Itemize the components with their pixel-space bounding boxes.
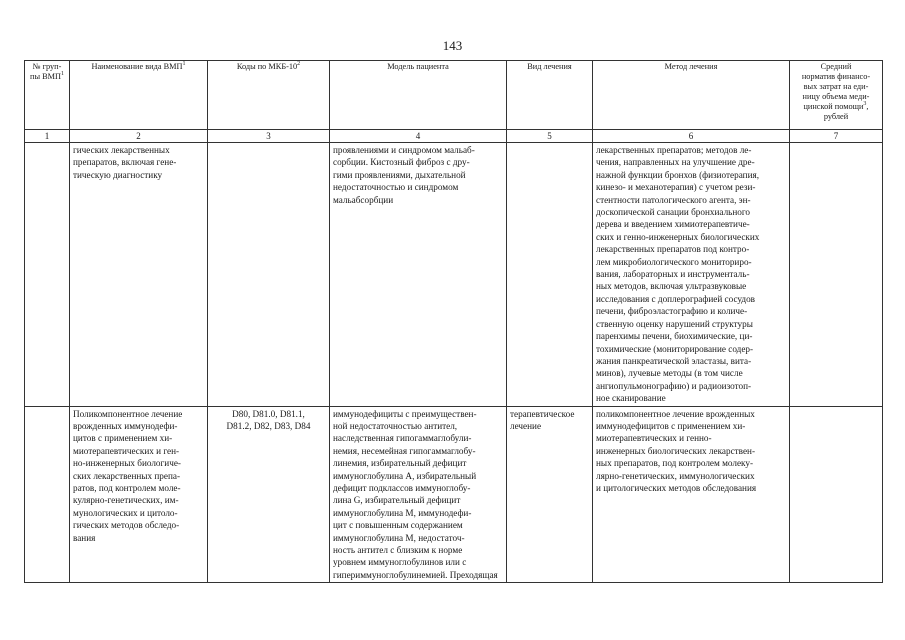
header-treatment-method: Метод лечения	[593, 61, 790, 130]
table-row	[25, 143, 883, 407]
treatment-type-cell	[507, 143, 593, 407]
column-number: 2	[70, 130, 208, 143]
header-vmp-name: Наименование вида ВМП$^1$	[70, 61, 208, 130]
header-treatment-type: Вид лечения	[507, 61, 593, 130]
table-row	[25, 406, 883, 583]
column-number: 7	[790, 130, 883, 143]
column-number: 4	[330, 130, 507, 143]
icd-codes-cell: D80, D81.0, D81.1, D81.2, D82, D83, D84	[208, 406, 330, 583]
column-number: 5	[507, 130, 593, 143]
vmp-table	[24, 60, 883, 583]
vmp-name-cell: Поликомпонентное лечение врожденных иммунодефи- цитов с применением хи- миотерапевтических и ген- но-инженерных биологиче- ских лекарственных препа- ратов, под контролем моле- кулярно-генетических, им- мунологических и цитоло- гических методов обследо- вания	[70, 406, 208, 583]
column-number: 6	[593, 130, 790, 143]
treatment-method-cell: поликомпонентное лечение врожденных иммунодефицитов с применением хи- миотерапевтических и генно- инженерных биологических лекарствен- ных препаратов, под контролем молеку- лярно-генетических, иммунологических и цитологических методов обследования	[593, 406, 790, 583]
header-row	[25, 61, 883, 130]
average-cost-cell	[790, 143, 883, 407]
group-number-cell	[25, 143, 70, 407]
patient-model-cell: проявлениями и синдромом мальаб- сорбции. Кистозный фиброз с дру- гими проявлениями, дыхательной недостаточностью и синдромом мальабсорбции	[330, 143, 507, 407]
patient-model-cell: иммунодефициты с преимуществен- ной недостаточностью антител, наследственная гипогаммаглобули- немия, несемейная гипогаммаглобу- линемия, избирательный дефицит иммуноглобулина A, избирательный дефицит подклассов иммуноглобу- лина G, избирательный дефицит иммуноглобулина M, иммунодефи- цит с повышенным содержанием иммуноглобулина M, недостаточ- ность антител с близким к норме уровнем иммуноглобулинов или с гипериммуноглобулинемией. Преходящая	[330, 406, 507, 583]
group-number-cell	[25, 406, 70, 583]
column-number-row	[25, 130, 883, 143]
column-number: 1	[25, 130, 70, 143]
treatment-method-cell: лекарственных препаратов; методов ле- чения, направленных на улучшение дре- нажной функции бронхов (физиотерапия, кинезо- и механотерапия) с учетом рези- стентности патологического агента, эн- доскопической санации бронхиального дерева и введением химиотерапевтиче- ских и генно-инженерных биологических лекарственных препаратов под контро- лем микробиологического мониториро- вания, лабораторных и инструменталь- ных методов, включая ультразвуковые исследования с доплерографией сосудов печени, фиброэластографию и количе- ственную оценку нарушений структуры паренхимы печени, биохимические, ци- тохимические (мониторирование содер- жания панкреатической эластазы, вита- минов), лучевые методы (в том числе ангиопульмонографию) и радиоизотоп- ное сканирование	[593, 143, 790, 407]
icd-codes-cell	[208, 143, 330, 407]
header-patient-model: Модель пациента	[330, 61, 507, 130]
header-icd-codes: Коды по МКБ-$10^2$	[208, 61, 330, 130]
average-cost-cell	[790, 406, 883, 583]
header-group-number: № груп- пы ВМП$^1$	[25, 61, 70, 130]
treatment-type-cell: терапевтическое лечение	[507, 406, 593, 583]
column-number: 3	[208, 130, 330, 143]
vmp-name-cell: гических лекарственных препаратов, включая гене- тическую диагностику	[70, 143, 208, 407]
page-number: 143	[442, 38, 463, 53]
header-average-cost: Средний норматив финансо- вых затрат на еди- ницу объема меди- цинской помощи$^3$, рублей	[790, 61, 883, 130]
